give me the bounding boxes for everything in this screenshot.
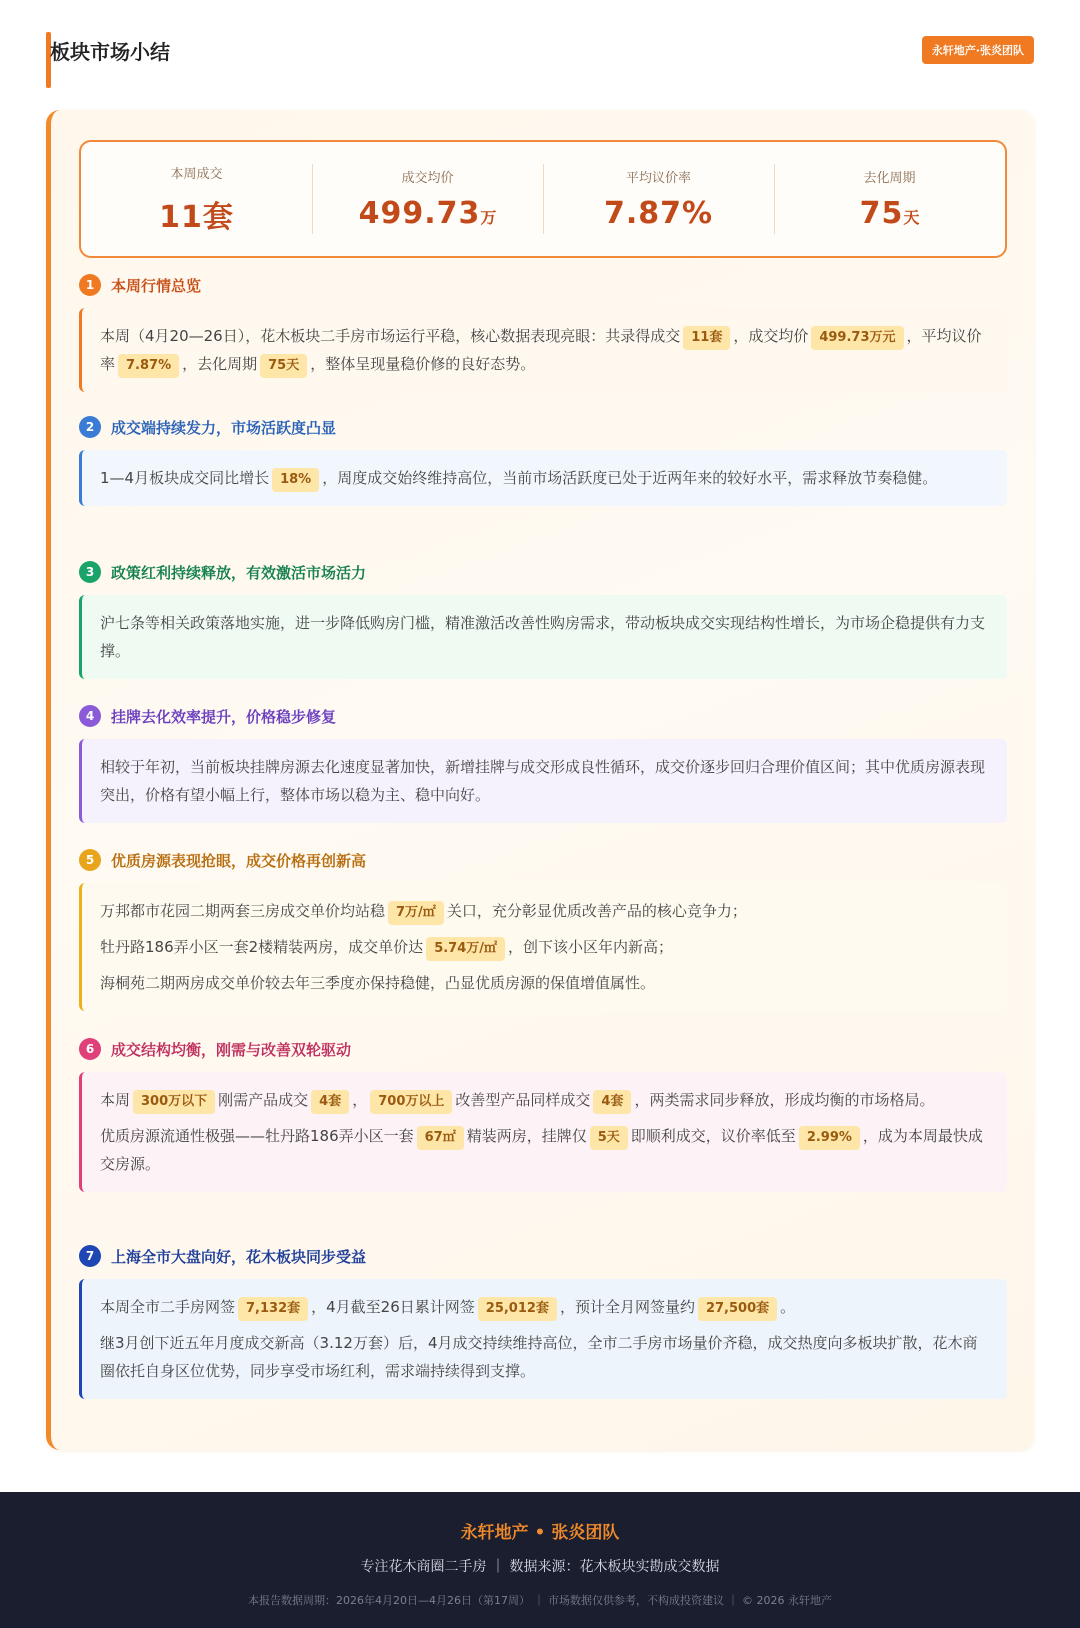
highlight-tag: 700万以上	[370, 1090, 452, 1114]
section-number-badge: 3	[79, 561, 101, 583]
stat-weekly-deals	[81, 142, 312, 256]
highlight-tag: 7万/㎡	[388, 901, 444, 925]
stat-unit: 万	[480, 208, 497, 227]
highlight-tag: 4套	[593, 1090, 631, 1114]
body-text: 。	[780, 1298, 796, 1316]
stat-unit: 天	[903, 208, 920, 227]
stat-unit: 套	[202, 199, 234, 235]
section-title: 本周行情总览	[111, 276, 202, 295]
body-text: 即顺利成交，议价率低至	[630, 1127, 796, 1145]
body-text: 继3月创下近五年月度成交新高（3.12万套）后，4月成交持续维持高位，全市二手房市场量价齐稳，成交热度向多板块扩散，花木商圈依托自身区位优势，同步享受市场红利，需求端持续得到支撑。	[100, 1334, 978, 1380]
section-listing-absorption	[79, 703, 1007, 823]
highlight-tag: 7,132套	[238, 1297, 308, 1321]
highlight-tag: 5.74万/㎡	[426, 937, 505, 961]
section-policy-impact	[79, 559, 1007, 679]
section-shanghai-market	[79, 1243, 1007, 1399]
highlight-tag: 25,012套	[478, 1297, 557, 1321]
body-text: ，	[352, 1091, 368, 1109]
section-title: 成交结构均衡，刚需与改善双轮驱动	[111, 1040, 352, 1059]
section-number-badge: 4	[79, 705, 101, 727]
section-body	[79, 308, 1007, 392]
body-text: ，成交均价	[733, 327, 809, 345]
page-header	[46, 32, 1034, 88]
section-title: 挂牌去化效率提升，价格稳步修复	[111, 707, 337, 726]
section-title: 上海全市大盘向好，花木板块同步受益	[111, 1247, 367, 1266]
body-text: 海桐苑二期两房成交单价较去年三季度亦保持稳健，凸显优质房源的保值增值属性。	[100, 974, 656, 992]
body-text: ，4月截至26日累计网签	[311, 1298, 475, 1316]
section-number-badge: 1	[79, 274, 101, 296]
page-title: 板块市场小结	[50, 40, 170, 64]
section-number-badge: 6	[79, 1038, 101, 1060]
section-body	[79, 1279, 1007, 1399]
body-text: ，预计全月网签量约	[559, 1298, 695, 1316]
body-text: 优质房源流通性极强——牡丹路186弄小区一套	[100, 1127, 414, 1145]
section-number-badge: 5	[79, 849, 101, 871]
stat-label: 去化周期	[863, 171, 916, 186]
stat-bargain-rate	[543, 142, 774, 256]
footer-brand: 永轩地产 • 张炎团队	[460, 1523, 620, 1543]
stat-avg-price	[312, 142, 543, 256]
body-text: 本周（4月20—26日），花木板块二手房市场运行平稳，核心数据表现亮眼：共录得成交	[100, 327, 681, 345]
body-text: ，两类需求同步释放，形成均衡的市场格局。	[634, 1091, 935, 1109]
body-text: 沪七条等相关政策落地实施，进一步降低购房门槛，精准激活改善性购房需求，带动板块成交实现结构性增长，为市场企稳提供有力支撑。	[100, 614, 986, 660]
body-text: 刚需产品成交	[218, 1091, 309, 1109]
highlight-tag: 499.73万元	[811, 326, 903, 350]
highlight-tag: 11套	[683, 326, 730, 350]
section-title: 成交端持续发力，市场活跃度凸显	[111, 418, 337, 437]
stat-label: 本周成交	[170, 166, 223, 182]
body-text: 牡丹路186弄小区一套2楼精装两房，成交单价达	[100, 938, 424, 956]
highlight-tag: 7.87%	[118, 354, 179, 378]
highlight-tag: 67㎡	[417, 1126, 464, 1150]
key-stats-panel	[79, 140, 1007, 258]
highlight-tag: 27,500套	[698, 1297, 777, 1321]
body-text: 1—4月板块成交同比增长	[100, 469, 270, 487]
stat-value: 75	[859, 196, 904, 231]
section-body	[79, 739, 1007, 823]
body-text: ，周度成交始终维持高位，当前市场活跃度已处于近两年来的较好水平，需求释放节奏稳健。	[322, 469, 938, 487]
summary-card	[46, 110, 1034, 1450]
section-body	[79, 595, 1007, 679]
body-text: 关口，充分彰显优质改善产品的核心竞争力；	[446, 902, 747, 920]
section-title: 优质房源表现抢眼，成交价格再创新高	[111, 851, 367, 870]
highlight-tag: 18%	[272, 468, 319, 492]
brand-badge: 永轩地产·张炎团队	[922, 36, 1034, 64]
body-text: ，去化周期	[182, 355, 258, 373]
body-text: ，成为本周最快成交房源。	[100, 1127, 983, 1173]
section-body	[79, 883, 1007, 1011]
body-text: 精装两房，挂牌仅	[466, 1127, 587, 1145]
page-footer	[0, 1492, 1080, 1628]
stat-value: 7.87%	[603, 196, 714, 231]
body-text: 本周	[100, 1091, 131, 1109]
section-body	[79, 1072, 1007, 1192]
body-text: 本周全市二手房网签	[100, 1298, 236, 1316]
section-body	[79, 450, 1007, 506]
stat-label: 平均议价率	[625, 171, 691, 186]
highlight-tag: 300万以下	[133, 1090, 215, 1114]
section-premium-listings	[79, 847, 1007, 1011]
section-number-badge: 7	[79, 1245, 101, 1267]
body-text: 改善型产品同样成交	[455, 1091, 591, 1109]
highlight-tag: 5天	[590, 1126, 628, 1150]
body-text: 万邦都市花园二期两套三房成交单价均站稳	[100, 902, 386, 920]
stat-absorption-cycle	[774, 142, 1005, 256]
footer-disclaimer: 本报告数据周期：2026年4月20日—4月26日（第17周） ｜ 市场数据仅供参考，不构成投资建议 ｜ © 2026 永轩地产	[248, 1594, 832, 1607]
section-deal-structure	[79, 1036, 1007, 1192]
footer-tagline: 专注花木商圈二手房 ｜ 数据来源：花木板块实勘成交数据	[360, 1559, 720, 1575]
highlight-tag: 2.99%	[799, 1126, 860, 1150]
highlight-tag: 75天	[260, 354, 307, 378]
body-text: ，创下该小区年内新高；	[508, 938, 674, 956]
body-text: ，平均议价率	[100, 327, 982, 373]
section-title: 政策红利持续释放，有效激活市场活力	[111, 563, 367, 582]
highlight-tag: 4套	[311, 1090, 349, 1114]
stat-value: 499.73	[358, 196, 481, 231]
section-number-badge: 2	[79, 416, 101, 438]
section-transaction-growth	[79, 414, 1007, 506]
section-weekly-overview	[79, 272, 1007, 392]
stat-value: 11	[159, 199, 203, 235]
stat-label: 成交均价	[401, 171, 454, 186]
body-text: ，整体呈现量稳价修的良好态势。	[310, 355, 536, 373]
body-text: 相较于年初，当前板块挂牌房源去化速度显著加快，新增挂牌与成交形成良性循环，成交价逐步回归合理价值区间；其中优质房源表现突出，价格有望小幅上行，整体市场以稳为主、稳中向好。	[100, 758, 986, 804]
